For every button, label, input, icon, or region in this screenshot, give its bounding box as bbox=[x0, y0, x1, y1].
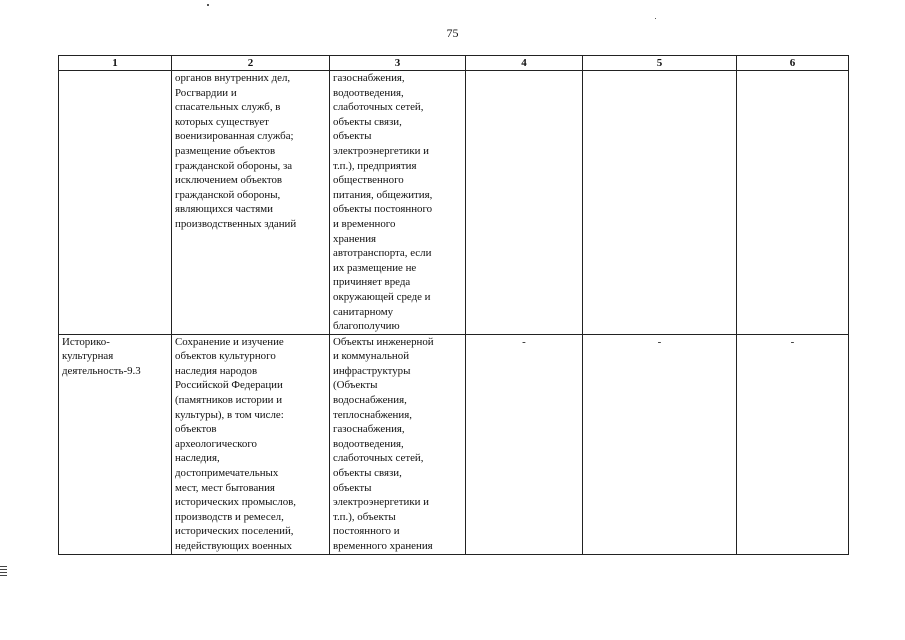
cell-description: Сохранение и изучение объектов культурного наследия народов Российской Федерации (памятников истории и культуры), в том числе: объектов археологического наследия, достопримечательных мест, мест бытования исторических промыслов, производств и ремесел, исторических поселений, недействующих военных bbox=[172, 334, 330, 554]
cell-col6 bbox=[737, 71, 849, 335]
cell-description: органов внутренних дел, Росгвардии и спасательных служб, в которых существует военизированная служба; размещение объектов гражданской обороны, за исключением объектов гражданской обороны, являющихся частями производственных зданий bbox=[172, 71, 330, 335]
header-cell: 2 bbox=[172, 56, 330, 71]
scan-speck bbox=[207, 4, 209, 6]
table-row bbox=[59, 71, 849, 335]
cell-land-use-name: Историко- культурная деятельность-9.3 bbox=[59, 334, 172, 554]
cell-auxiliary-uses: газоснабжения, водоотведения, слаботочных сетей, объекты связи, объекты электроэнергетики и т.п.), предприятия общественного питания, общежития, объекты постоянного и временного хранения автотранспорта, если их размещение не причиняет вреда окружающей среде и санитарному благополучию bbox=[330, 71, 466, 335]
header-cell: 1 bbox=[59, 56, 172, 71]
header-cell: 6 bbox=[737, 56, 849, 71]
page-number: 75 bbox=[446, 26, 459, 40]
header-cell: 4 bbox=[466, 56, 583, 71]
scan-edge-mark bbox=[0, 566, 7, 578]
table-row bbox=[59, 334, 849, 554]
table-header-row bbox=[59, 56, 849, 71]
header-cell: 3 bbox=[330, 56, 466, 71]
cell-col6: - bbox=[737, 334, 849, 554]
cell-col4: - bbox=[466, 334, 583, 554]
cell-col5: - bbox=[583, 334, 737, 554]
header-cell: 5 bbox=[583, 56, 737, 71]
cell-auxiliary-uses: Объекты инженерной и коммунальной инфраструктуры (Объекты водоснабжения, теплоснабжения, газоснабжения, водоотведения, слаботочных сетей, объекты связи, объекты электроэнергетики и т.п.), объекты постоянного и временного хранения bbox=[330, 334, 466, 554]
land-use-table bbox=[58, 55, 849, 555]
cell-land-use-name bbox=[59, 71, 172, 335]
cell-col5 bbox=[583, 71, 737, 335]
cell-col4 bbox=[466, 71, 583, 335]
scan-speck bbox=[655, 18, 656, 19]
